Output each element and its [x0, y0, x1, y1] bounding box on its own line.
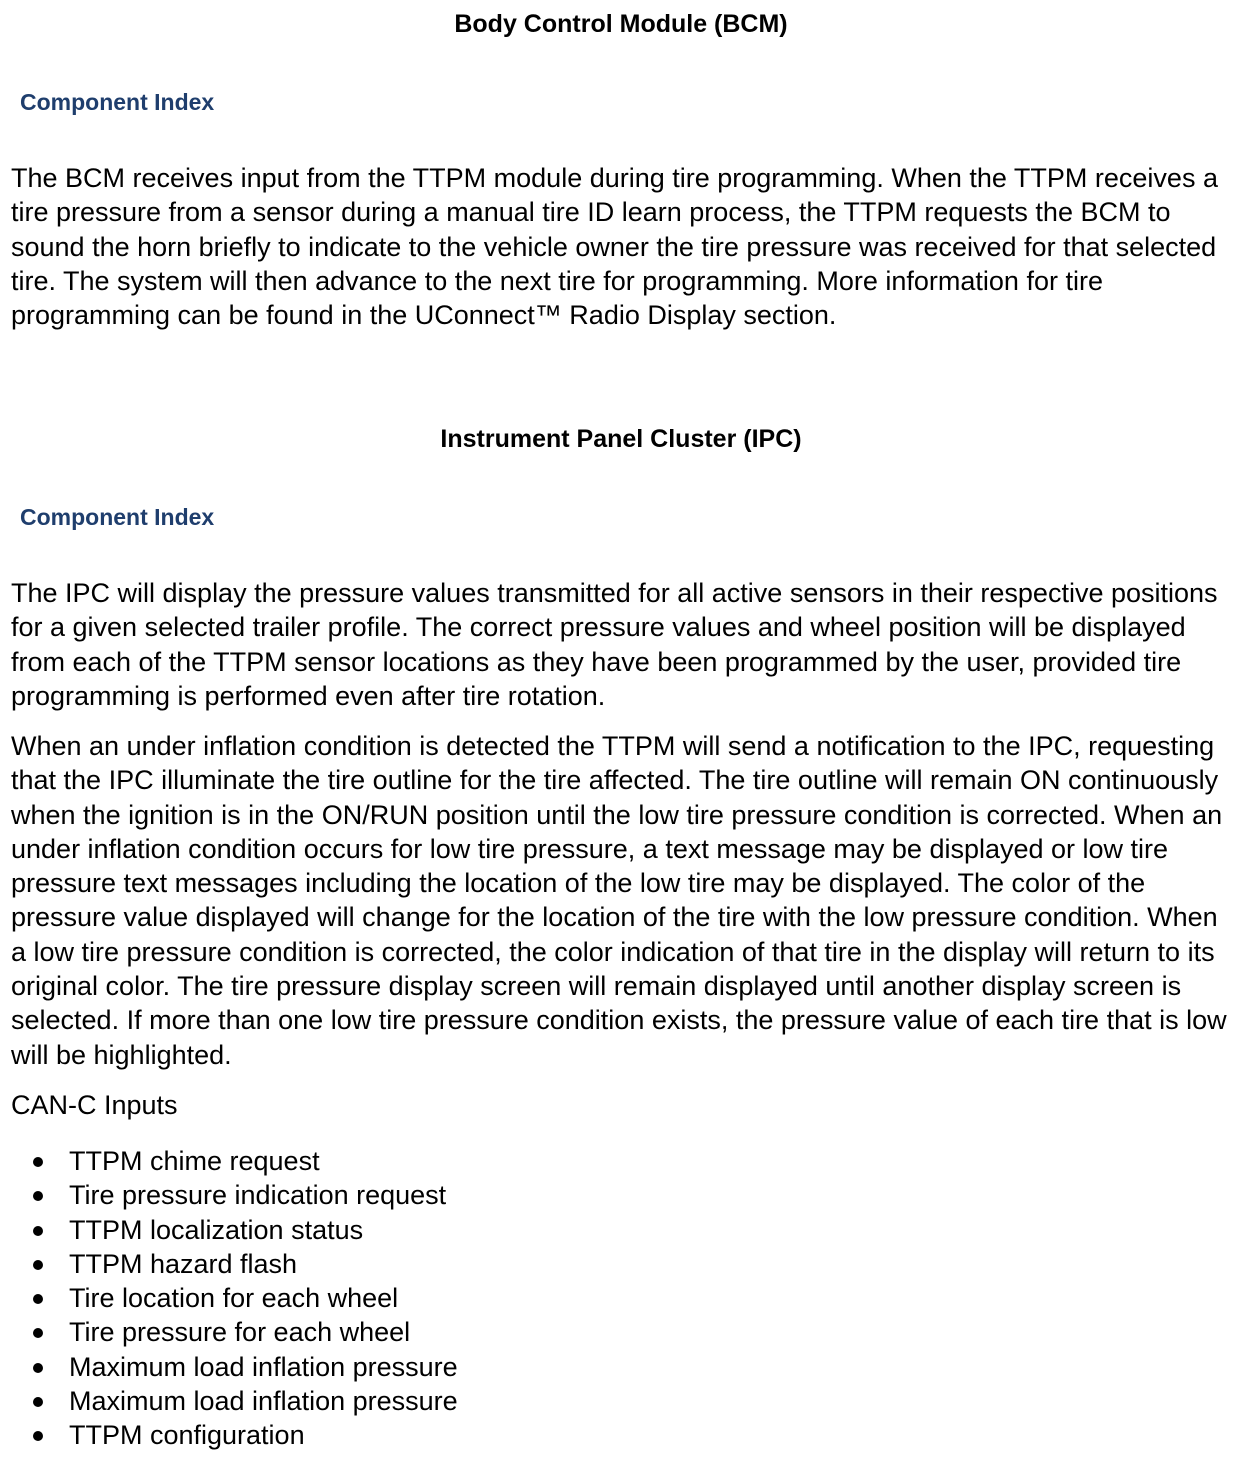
list-item [0, 1213, 458, 1247]
bullet-icon [33, 1260, 43, 1270]
list-item [0, 1144, 458, 1178]
list-item [0, 1418, 458, 1452]
list-item [0, 1247, 458, 1281]
list-item-text: TTPM localization status [69, 1214, 364, 1245]
bcm-description-paragraph: The BCM receives input from the TTPM module during tire programming. When the TTPM receives a tire pressure from a sensor during a manual tire ID learn process, the TTPM requests the BCM to sound the horn briefly to indicate to the vehicle owner the tire pressure was received for that selected tire. The system will then advance to the next tire for programming. More information for tire programming can be found in the UConnect™ Radio Display section. [11, 163, 1218, 331]
bullet-icon [33, 1397, 43, 1407]
list-item [0, 1315, 458, 1349]
bullet-icon [33, 1294, 43, 1304]
list-item [0, 1384, 458, 1418]
bullet-icon [33, 1226, 43, 1236]
list-item-text: Tire pressure indication request [69, 1180, 447, 1211]
list-item [0, 1350, 458, 1384]
bullet-icon [33, 1363, 43, 1373]
list-item [0, 1178, 458, 1212]
bullet-icon [33, 1328, 43, 1338]
ipc-under-inflation-paragraph: When an under inflation condition is detected the TTPM will send a notification to the IPC, requesting that the IPC illuminate the tire outline for the tire affected. The tire outline will remain ON continuously when the ignition is in the ON/RUN position until the low tire pressure condition is corrected. When an under inflation condition occurs for low tire pressure, a text message may be displayed or low tire pressure text messages including the location of the low tire may be displayed. The color of the pressure value displayed will change for the location of the tire with the low pressure condition. When a low tire pressure condition is corrected, the color indication of that tire in the display will return to its original color. The tire pressure display screen will remain displayed until another display screen is selected. If more than one low tire pressure condition exists, the pressure value of each tire that is low will be highlighted. [11, 731, 1227, 1070]
list-item-text: TTPM chime request [69, 1146, 320, 1176]
list-item-text: Tire location for each wheel [69, 1283, 399, 1314]
bullet-icon [33, 1157, 43, 1167]
bullet-icon [33, 1191, 43, 1201]
ipc-component-index-link[interactable]: Component Index [20, 504, 215, 530]
bcm-component-index-link[interactable]: Component Index [20, 89, 215, 115]
ipc-section-title: Instrument Panel Cluster (IPC) [440, 425, 802, 453]
list-item-text: Tire pressure for each wheel [69, 1317, 411, 1348]
list-item-text: Maximum load inflation pressure [69, 1386, 458, 1417]
can-c-inputs-heading: CAN-C Inputs [11, 1090, 178, 1120]
ipc-display-paragraph: The IPC will display the pressure values transmitted for all active sensors in their respective positions for a given selected trailer profile. The correct pressure values and wheel position will be displayed from each of the TTPM sensor locations as they have been programmed by the user, provided tire programming is performed even after tire rotation. [11, 578, 1218, 711]
list-item-text: Maximum load inflation pressure [69, 1351, 458, 1382]
bullet-icon [33, 1431, 43, 1441]
bcm-section-title: Body Control Module (BCM) [454, 10, 788, 38]
list-item-text: TTPM hazard flash [69, 1248, 298, 1279]
can-c-inputs-list [0, 1144, 458, 1453]
list-item-text: TTPM configuration [69, 1420, 305, 1451]
list-item [0, 1281, 458, 1315]
